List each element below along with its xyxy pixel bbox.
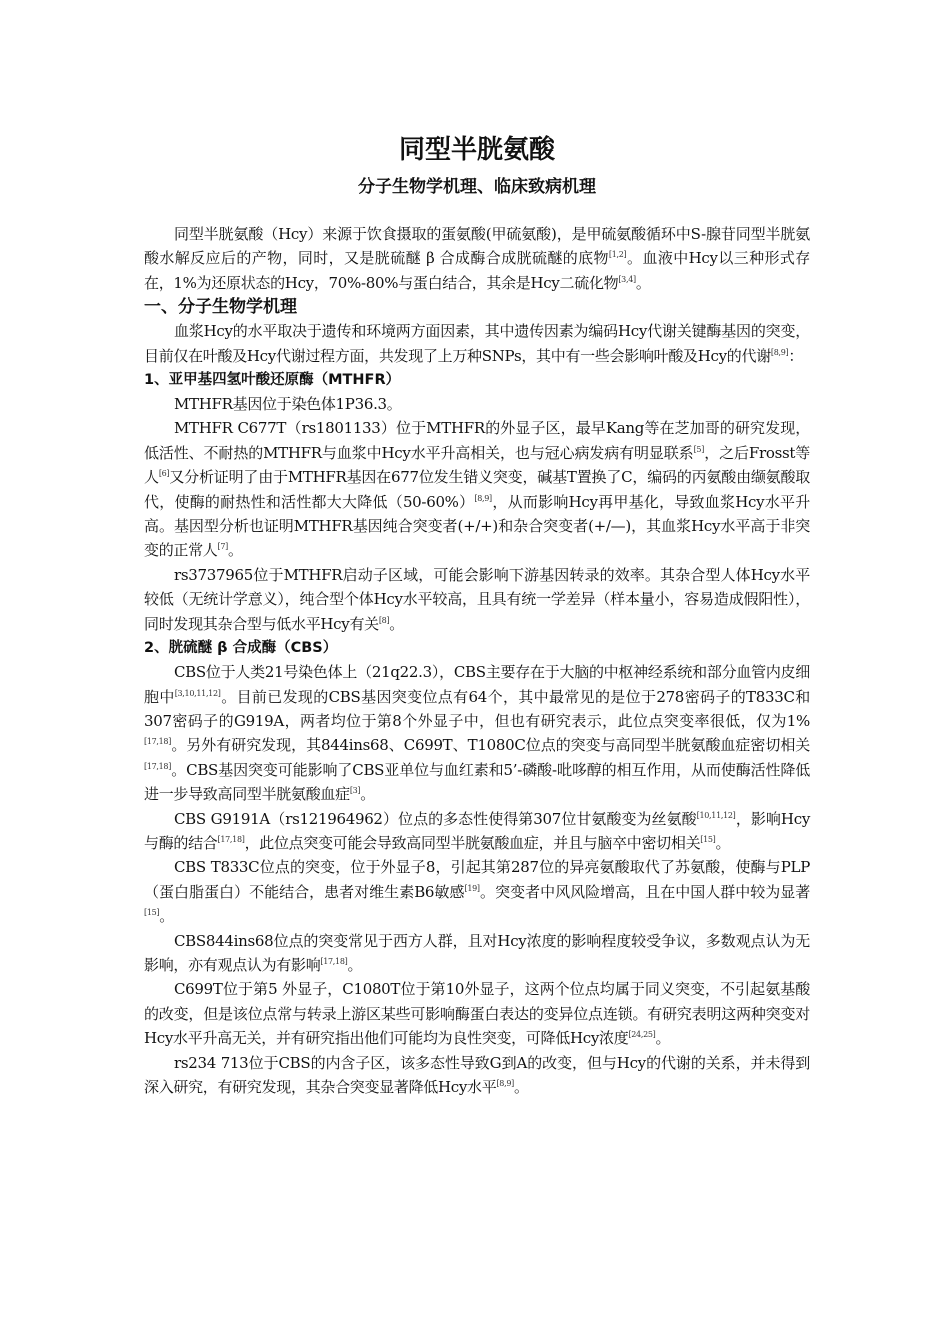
text-run: C699T位于第5 外显子，C1080T位于第10外显子，这两个位点均属于同义突变，不引起氨基酸的改变，但是该位点常与转录上游区某些可影响酶蛋白表达的变异位点连锁。有研究表明这两种突变对Hcy水平升高无关，并有研究指出他们可能均为良性突变，可降低Hcy浓度 xyxy=(144,980,810,1048)
text-run: 。目前已发现的CBS基因突变位点有64个，其中最常见的是位于278密码子的T833C和307密码子的G919A，两者均位于第8个外显子中，但也有研究表示，此位点突变率很低，仅为1% xyxy=(144,687,810,730)
text-run: rs3737965位于MTHFR启动子区域，可能会影响下游基因转录的效率。其杂合型人体Hcy水平较低（无统计学意义），纯合型个体Hcy水平较高，且具有统一学差异（样本量小，容易造成假阳性），同时发现其杂合型与低水平Hcy有关 xyxy=(144,565,810,633)
subsection-heading-mthfr: 1、亚甲基四氢叶酸还原酶（MTHFR） xyxy=(144,372,401,389)
text-run: CBS844ins68位点的突变常见于西方人群，且对Hcy浓度的影响程度较受争议，多数观点认为无影响，亦有观点认为有影响 xyxy=(144,931,810,974)
citation: [17,18] xyxy=(144,761,172,771)
cbs-g9191a-paragraph xyxy=(144,807,810,856)
text-run: ： xyxy=(788,346,804,365)
citation: [24,25] xyxy=(628,1030,656,1040)
intro-paragraph xyxy=(144,222,810,295)
text-run: 。另外有研究发现，其844ins68、C699T、T1080C位点的突变与高同型半胱氨酸血症密切相关 xyxy=(171,736,810,755)
text-run: 。 xyxy=(360,785,375,804)
section-heading-molecular: 一、分子生物学机理 xyxy=(144,297,297,318)
text-run: 。 xyxy=(389,614,404,633)
citation: [3,10,11,12] xyxy=(174,688,221,698)
document-title: 同型半胱氨酸 xyxy=(398,135,555,165)
text-run: 。 xyxy=(635,273,651,292)
text-run: 。CBS基因突变可能影响了CBS亚单位与血红素和5’-磷酸-吡哆醇的相互作用，从而使酶活性降低进一步导致高同型半胱氨酸血症 xyxy=(144,760,810,804)
citation: [8,9] xyxy=(474,493,492,503)
text-run: CBS G9191A（rs121964962）位点的多态性使得第307位甘氨酸变为丝氨酸 xyxy=(174,809,697,828)
citation: [3] xyxy=(349,786,361,796)
mthfr-c677t-paragraph xyxy=(144,416,810,562)
citation: [1,2] xyxy=(608,250,627,260)
cbs-c699t-paragraph xyxy=(144,977,810,1050)
text-run: 。 xyxy=(715,833,731,852)
citation: [7] xyxy=(217,542,228,552)
text-run: 又分析证明了由于MTHFR基因在677位发生错义突变，碱基T置换了C，编码的丙氨酸由缬氨酸取代，使酶的耐热性和活性都大大降低（50-60%） xyxy=(144,468,810,511)
text-run: 。 xyxy=(347,955,363,974)
text-run: 。突变者中风风险增高，且在中国人群中较为显著 xyxy=(479,882,810,901)
citation: [5] xyxy=(693,444,705,454)
text-run: 同型半胱氨酸（Hcy）来源于饮食摄取的蛋氨酸(甲硫氨酸)，是甲硫氨酸循环中S-腺苷同型半胱氨酸水解反应后的产物，同时，又是胱硫醚 β 合成酶合成胱硫醚的底物 xyxy=(144,225,810,268)
text-run: 。 xyxy=(513,1078,529,1096)
citation: [8,9] xyxy=(770,347,789,357)
citation: [8,9] xyxy=(496,1079,514,1088)
text-run: MTHFR C677T（rs1801133）位于MTHFR的外显子区，最早Kang等在芝加哥的研究发现，低活性、不耐热的MTHFR与血浆中Hcy水平升高相关，也与冠心病发病有明显联系 xyxy=(144,419,810,462)
subsection-heading-cbs: 2、胱硫醚 β 合成酶（CBS） xyxy=(144,640,338,657)
text-run: 。血液中Hcy以三种形式存在，1%为还原状态的Hcy，70%-80%与蛋白结合，其余是Hcy二硫化物 xyxy=(144,249,810,292)
citation: [17,18] xyxy=(144,737,172,747)
mthfr-rs3737965-paragraph xyxy=(144,563,810,636)
citation: [17,18] xyxy=(320,956,348,966)
section1-paragraph xyxy=(144,319,810,368)
mthfr-location-paragraph: MTHFR基因位于染色体1P36.3。 xyxy=(174,395,402,414)
document-subtitle: 分子生物学机理、临床致病机理 xyxy=(358,177,596,197)
text-run: CBS T833C位点的突变，位于外显子8，引起其第287位的异亮氨酸取代了苏氨酸，使酶与PLP（蛋白脂蛋白）不能结合，患者对维生素B6敏感 xyxy=(144,858,810,901)
citation: [19] xyxy=(464,883,480,893)
cbs-t833c-paragraph xyxy=(144,855,810,928)
citation: [3,4] xyxy=(618,274,636,284)
citation: [15] xyxy=(700,834,716,844)
cbs-rs234713-paragraph xyxy=(144,1051,810,1100)
text-run: 。 xyxy=(159,907,174,926)
text-run: rs234 713位于CBS的内含子区，该多态性导致G到A的改变，但与Hcy的代谢的关系，并未得到深入研究，有研究发现，其杂合突变显著降低Hcy水平 xyxy=(144,1053,810,1096)
text-run: CBS位于人类21号染色体上（21q22.3），CBS主要存在于大脑的中枢神经系统和部分血管内皮细胞中 xyxy=(144,663,810,706)
text-run: ，影响Hcy与酶的结合 xyxy=(144,809,810,852)
citation: [8] xyxy=(378,615,390,625)
text-run: 血浆Hcy的水平取决于遗传和环境两方面因素，其中遗传因素为编码Hcy代谢关键酶基因的突变，目前仅在叶酸及Hcy代谢过程方面，共发现了上万种SNPs，其中有一些会影响叶酸及Hcy的代谢 xyxy=(144,322,810,365)
citation: [15] xyxy=(144,908,160,918)
text-run: ，从而影响Hcy再甲基化，导致血浆Hcy水平升高。基因型分析也证明MTHFR基因纯合突变者(+/+)和杂合突变者(+/—)，其血浆Hcy水平高于非突变的正常人 xyxy=(144,492,810,560)
text-run: ，此位点突变可能会导致高同型半胱氨酸血症，并且与脑卒中密切相关 xyxy=(244,833,701,852)
cbs-844ins68-paragraph xyxy=(144,929,810,978)
document-page xyxy=(144,128,810,1099)
citation: [17,18] xyxy=(217,834,245,844)
cbs-overview-paragraph xyxy=(144,660,810,806)
text-run: 。 xyxy=(655,1029,671,1048)
text-run: 。 xyxy=(227,541,243,560)
text-run: ，之后Frosst等人 xyxy=(144,443,810,487)
citation: [6] xyxy=(158,469,170,479)
citation: [10,11,12] xyxy=(696,810,736,820)
